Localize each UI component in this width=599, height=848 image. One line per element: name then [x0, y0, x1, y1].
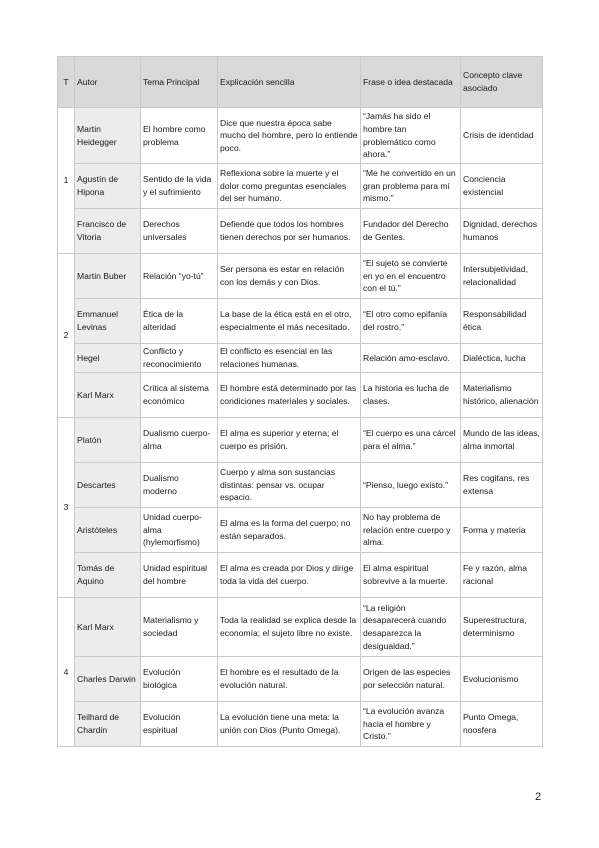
header-autor: Autor: [75, 57, 141, 108]
explicacion-cell: El hombre está determinado por las condiciones materiales y sociales.: [218, 373, 361, 418]
concepto-cell: Evolucionismo: [461, 657, 543, 702]
author-cell: Platón: [75, 418, 141, 463]
table-row: [58, 463, 543, 508]
table-row: [58, 657, 543, 702]
explicacion-cell: El conflicto es esencial en las relaciones humanas.: [218, 344, 361, 373]
concepto-cell: Superestructura, determinismo: [461, 598, 543, 657]
explicacion-cell: Ser persona es estar en relación con los demás y con Dios.: [218, 254, 361, 299]
author-cell: Charles Darwin: [75, 657, 141, 702]
concepto-cell: Dialéctica, lucha: [461, 344, 543, 373]
author-cell: Karl Marx: [75, 598, 141, 657]
concepto-cell: Responsabilidad ética: [461, 299, 543, 344]
concepto-cell: Materialismo histórico, alienación: [461, 373, 543, 418]
group-number-cell: 3: [58, 418, 75, 598]
frase-cell: La historia es lucha de clases.: [361, 373, 461, 418]
frase-cell: “Jamás ha sido el hombre tan problemático como ahora.”: [361, 108, 461, 164]
table-row: [58, 418, 543, 463]
frase-cell: “Me he convertido en un gran problema para mí mismo.”: [361, 164, 461, 209]
explicacion-cell: Toda la realidad se explica desde la economía; el sujeto libre no existe.: [218, 598, 361, 657]
table-header-row: [58, 57, 543, 108]
explicacion-cell: Reflexiona sobre la muerte y el dolor como preguntas esenciales del ser humano.: [218, 164, 361, 209]
tema-cell: Evolución biológica: [141, 657, 218, 702]
concepto-cell: Res cogitans, res extensa: [461, 463, 543, 508]
concepto-cell: Intersubjetividad, relacionalidad: [461, 254, 543, 299]
explicacion-cell: El alma es superior y eterna; el cuerpo es prisión.: [218, 418, 361, 463]
frase-cell: “El otro como epifanía del rostro.”: [361, 299, 461, 344]
author-cell: Emmanuel Levinas: [75, 299, 141, 344]
tema-cell: Evolución espiritual: [141, 702, 218, 747]
author-cell: Karl Marx: [75, 373, 141, 418]
frase-cell: No hay problema de relación entre cuerpo y alma.: [361, 508, 461, 553]
explicacion-cell: La base de la ética está en el otro, especialmente el más necesitado.: [218, 299, 361, 344]
page-number: 2: [535, 791, 542, 803]
header-explicacion: Explicación sencilla: [218, 57, 361, 108]
explicacion-cell: La evolución tiene una meta: la unión con Dios (Punto Omega).: [218, 702, 361, 747]
tema-cell: Conflicto y reconocimiento: [141, 344, 218, 373]
concepto-cell: Conciencia existencial: [461, 164, 543, 209]
author-cell: Francisco de Vitoria: [75, 209, 141, 254]
explicacion-cell: El alma es la forma del cuerpo; no están separados.: [218, 508, 361, 553]
author-cell: Agustín de Hipona: [75, 164, 141, 209]
concepto-cell: Dignidad, derechos humanos: [461, 209, 543, 254]
table-row: [58, 108, 543, 164]
header-tema-principal: Tema Principal: [141, 57, 218, 108]
frase-cell: Origen de las especies por selección natural.: [361, 657, 461, 702]
tema-cell: Materialismo y sociedad: [141, 598, 218, 657]
author-cell: Teilhard de Chardin: [75, 702, 141, 747]
frase-cell: “El sujeto se convierte en yo en el encuentro con el tú.”: [361, 254, 461, 299]
author-cell: Tomás de Aquino: [75, 553, 141, 598]
header-frase: Frase o idea destacada: [361, 57, 461, 108]
group-number-cell: 1: [58, 108, 75, 254]
concepto-cell: Crisis de identidad: [461, 108, 543, 164]
table-row: [58, 702, 543, 747]
table-row: [58, 344, 543, 373]
explicacion-cell: El alma es creada por Dios y dirige toda la vida del cuerpo.: [218, 553, 361, 598]
explicacion-cell: Dice que nuestra época sabe mucho del hombre, pero lo entiende poco.: [218, 108, 361, 164]
table-row: [58, 598, 543, 657]
tema-cell: Sentido de la vida y el sufrimiento: [141, 164, 218, 209]
tema-cell: Unidad cuerpo-alma (hylemorfismo): [141, 508, 218, 553]
group-number-cell: 2: [58, 254, 75, 418]
frase-cell: “El cuerpo es una cárcel para el alma.”: [361, 418, 461, 463]
author-cell: Descartes: [75, 463, 141, 508]
frase-cell: El alma espiritual sobrevive a la muerte.: [361, 553, 461, 598]
concepto-cell: Mundo de las ideas, alma inmortal: [461, 418, 543, 463]
author-cell: Martin Heidegger: [75, 108, 141, 164]
tema-cell: Dualismo cuerpo-alma: [141, 418, 218, 463]
tema-cell: Unidad espiritual del hombre: [141, 553, 218, 598]
explicacion-cell: Defiende que todos los hombres tienen derechos por ser humanos.: [218, 209, 361, 254]
table-row: [58, 254, 543, 299]
table-row: [58, 508, 543, 553]
author-cell: Hegel: [75, 344, 141, 373]
philosophy-summary-table: [57, 56, 543, 747]
table-row: [58, 164, 543, 209]
frase-cell: “La evolución avanza hacia el hombre y Cristo.”: [361, 702, 461, 747]
frase-cell: Fundador del Derecho de Gentes.: [361, 209, 461, 254]
tema-cell: Relación “yo-tú”: [141, 254, 218, 299]
author-cell: Martin Buber: [75, 254, 141, 299]
table-row: [58, 553, 543, 598]
table-row: [58, 373, 543, 418]
tema-cell: El hombre como problema: [141, 108, 218, 164]
frase-cell: Relación amo-esclavo.: [361, 344, 461, 373]
explicacion-cell: Cuerpo y alma son sustancias distintas: pensar vs. ocupar espacio.: [218, 463, 361, 508]
tema-cell: Ética de la alteridad: [141, 299, 218, 344]
concepto-cell: Punto Omega, noosfera: [461, 702, 543, 747]
tema-cell: Derechos universales: [141, 209, 218, 254]
frase-cell: “La religión desaparecerá cuando desaparezca la desigualdad.”: [361, 598, 461, 657]
concepto-cell: Forma y materia: [461, 508, 543, 553]
table-body: [58, 108, 543, 747]
tema-cell: Crítica al sistema económico: [141, 373, 218, 418]
frase-cell: “Pienso, luego existo.”: [361, 463, 461, 508]
header-concepto: Concepto clave asociado: [461, 57, 543, 108]
group-number-cell: 4: [58, 598, 75, 747]
explicacion-cell: El hombre es el resultado de la evolución natural.: [218, 657, 361, 702]
author-cell: Aristóteles: [75, 508, 141, 553]
table-row: [58, 209, 543, 254]
tema-cell: Dualismo moderno: [141, 463, 218, 508]
table-row: [58, 299, 543, 344]
concepto-cell: Fe y razón, alma racional: [461, 553, 543, 598]
header-t: T: [58, 57, 75, 108]
